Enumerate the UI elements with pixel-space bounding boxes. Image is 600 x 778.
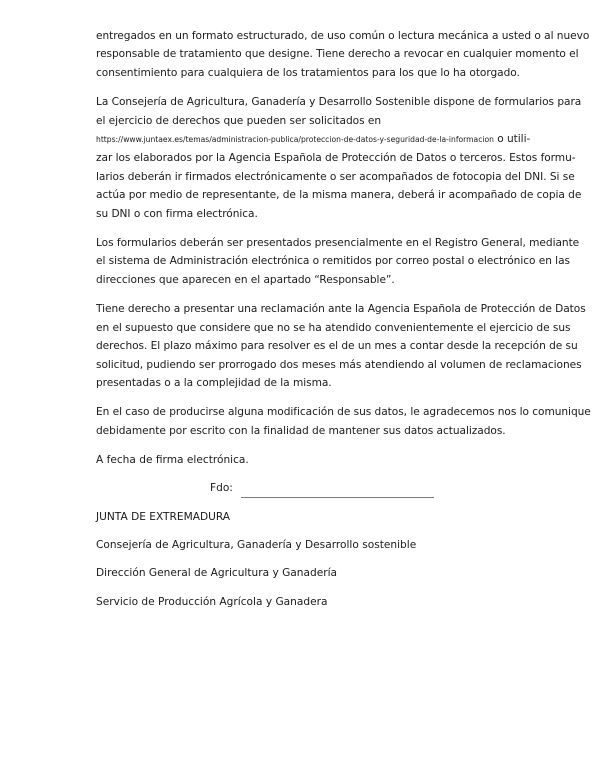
text-line: responsable de tratamiento que designe. Tiene derecho a revocar en cualquier momento el	[96, 48, 579, 61]
text-line: zar los elaborados por la Agencia Española de Protección de Datos o terceros. Estos formu-	[96, 152, 576, 165]
document-page	[96, 27, 591, 621]
text-line: en el supuesto que considere que no se ha atendido convenientemente el ejercicio de sus	[96, 321, 571, 334]
text-line: Tiene derecho a presentar una reclamación ante la Agencia Española de Protección de Datos	[96, 303, 586, 316]
text-line: su DNI o con firma electrónica.	[96, 207, 258, 220]
text-line: entregados en un formato estructurado, de uso común o lectura mecánica a usted o al nuevo	[96, 30, 590, 42]
signature-date-text: A fecha de firma electrónica.	[96, 454, 249, 467]
text-line: direcciones que aparecen en el apartado “Responsable”.	[96, 273, 395, 286]
text-line: consentimiento para cualquiera de los tratamientos para los que lo ha otorgado.	[96, 66, 520, 79]
paragraph-portability	[96, 27, 590, 82]
text-line: larios deberán ir firmados electrónicamente o ser acompañados de fotocopia del DNI. Si se	[96, 170, 575, 183]
text-line: Los formularios deberán ser presentados presencialmente en el Registro General, mediante	[96, 237, 580, 250]
signature-line	[241, 485, 434, 498]
signature-block	[96, 480, 510, 498]
text-line: presentadas o a la complejidad de la misma.	[96, 376, 332, 389]
organization-service: Servicio de Producción Agrícola y Ganadera	[96, 595, 328, 608]
text-line: derechos. El plazo máximo para resolver es el de un mes a contar desde la recepción de su	[96, 340, 578, 353]
text-line: el ejercicio de derechos que pueden ser solicitados en	[96, 114, 382, 127]
organization-department: Consejería de Agricultura, Ganadería y Desarrollo sostenible	[96, 538, 417, 551]
text-fragment: o utili-	[493, 133, 531, 146]
text-line: debidamente por escrito con la finalidad de mantener sus datos actualizados.	[96, 424, 506, 437]
paragraph-forms	[96, 93, 582, 223]
paragraph-complaint	[96, 300, 586, 392]
organization-directorate: Dirección General de Agricultura y Ganadería	[96, 567, 338, 580]
text-line: solicitud, pudiendo ser prorrogado dos meses más atendiendo al volumen de reclamaciones	[96, 358, 582, 371]
forms-url-link[interactable]: https://www.juntaex.es/temas/administracion-publica/proteccion-de-datos-y-seguridad-de-la-informacion	[96, 135, 494, 145]
text-line: La Consejería de Agricultura, Ganadería y Desarrollo Sostenible dispone de formularios para	[96, 96, 582, 109]
text-line: En el caso de producirse alguna modificación de sus datos, le agradecemos nos lo comunique	[96, 406, 591, 419]
url-line	[96, 130, 531, 149]
organization-name: JUNTA DE EXTREMADURA	[96, 510, 231, 523]
paragraph-modification	[96, 403, 591, 440]
text-line: el sistema de Administración electrónica o remitidos por correo postal o electrónico en las	[96, 255, 570, 268]
text-line: actúa por medio de representante, de la misma manera, deberá ir acompañado de copia de	[96, 189, 582, 202]
paragraph-submission	[96, 234, 580, 289]
signature-label: Fdo:	[210, 482, 233, 495]
